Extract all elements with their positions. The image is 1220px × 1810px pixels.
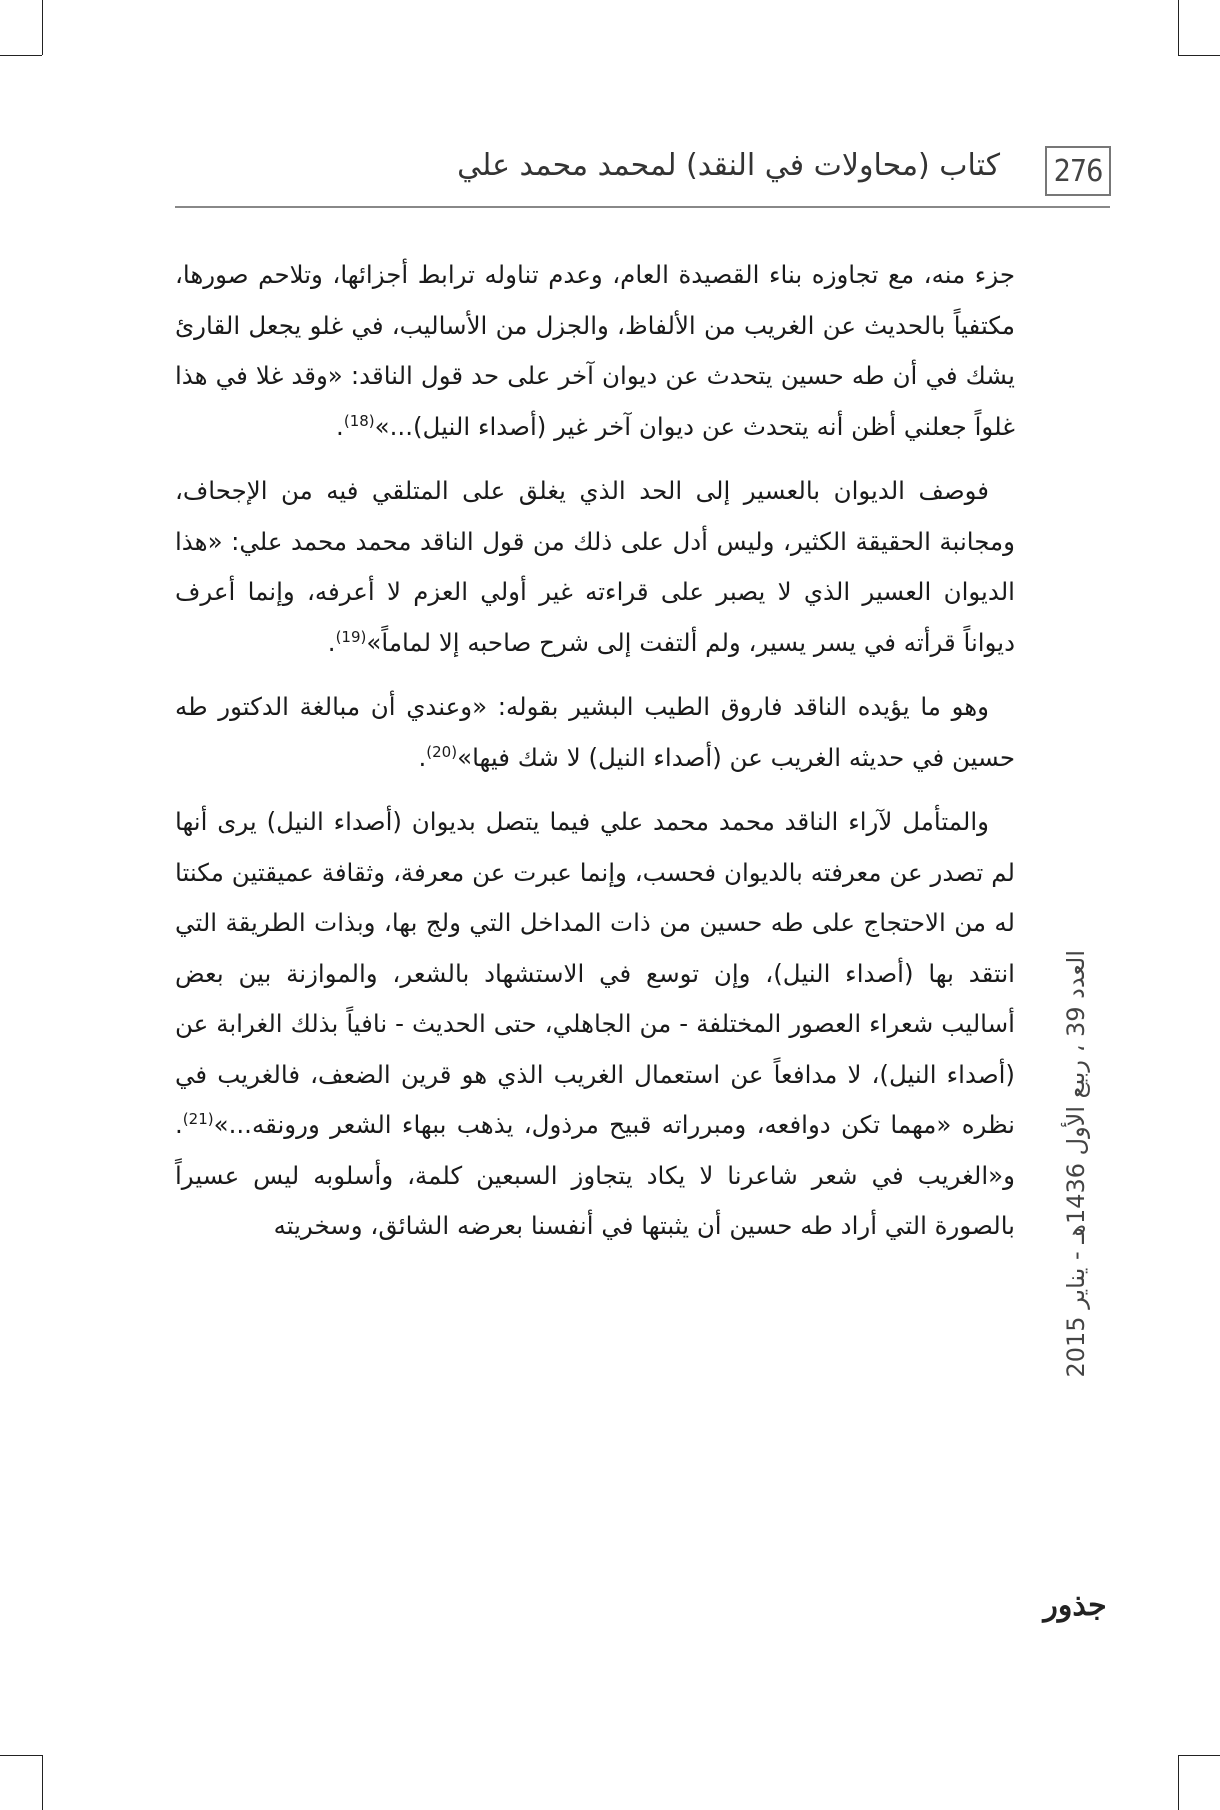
crop-mark — [42, 0, 43, 55]
crop-mark — [1178, 0, 1179, 55]
paragraph-tail: . — [327, 627, 336, 657]
paragraph-tail: . — [336, 411, 344, 441]
paragraph — [175, 466, 1015, 668]
crop-mark — [1178, 55, 1220, 56]
issue-info: العدد 39 ، ربيع الأول 1436هـ - يناير 2015 — [1062, 950, 1090, 1378]
paragraph-text: جزء منه، مع تجاوزه بناء القصيدة العام، وعدم تناوله ترابط أجزائها، وتلاحم صورها، مكتفياً بالحديث عن الغريب من الألفاظ، والجزل من الأساليب، في غلو يجعل القارئ يشك في أن طه حسين يتحدث عن ديوان آخر على حد قول الناقد: «وقد غلا في هذا غلواً جعلني أظن أنه يتحدث عن ديوان آخر غير (أصداء النيل)...» — [175, 260, 1015, 441]
running-title: كتاب (محاولات في النقد) لمحمد محمد علي — [457, 148, 1000, 183]
paragraph-tail: . و«الغريب في شعر شاعرنا لا يكاد يتجاوز السبعين كلمة، وأسلوبه ليس عسيراً بالصورة التي أراد طه حسين أن يثبتها في أنفسنا بعرضه الشائق، وسخريته — [175, 1110, 1015, 1240]
paragraph-tail: . — [418, 742, 427, 772]
footnote-ref: (20) — [426, 742, 458, 761]
footnote-ref: (18) — [343, 411, 375, 430]
footnote-ref: (19) — [335, 627, 367, 646]
crop-mark — [0, 55, 42, 56]
paragraph-text: وهو ما يؤيده الناقد فاروق الطيب البشير بقوله: «وعندي أن مبالغة الدكتور طه حسين في حديثه الغريب عن (أصداء النيل) لا شك فيها» — [175, 692, 1015, 772]
paragraph-text: والمتأمل لآراء الناقد محمد محمد علي فيما يتصل بديوان (أصداء النيل) يرى أنها لم تصدر عن معرفته بالديوان فحسب، وإنما عبرت عن معرفة، وثقافة عميقتين مكنتا له من الاحتجاج على طه حسين من ذات المداخل التي ولج بها، وبذات الطريقة التي انتقد بها (أصداء النيل)، وإن توسع في الاستشهاد بالشعر، والموازنة بين بعض أساليب شعراء العصور المختلفة - من الجاهلي، حتى الحديث - نافياً بذلك الغرابة عن (أصداء النيل)، لا مدافعاً عن استعمال الغريب الذي هو قرين الضعف، فالغريب في نظره «مهما تكن دوافعه، ومبرراته قبيح مرذول، يذهب ببهاء الشعر ورونقه...» — [175, 807, 1015, 1139]
article-body — [175, 250, 1015, 1266]
paragraph — [175, 797, 1015, 1252]
header-rule — [175, 206, 1110, 208]
paragraph — [175, 250, 1015, 452]
crop-mark — [1178, 1755, 1179, 1810]
page-number: 276 — [1045, 146, 1111, 196]
crop-mark — [0, 1755, 42, 1756]
journal-logo: جذور — [1043, 1588, 1107, 1623]
crop-mark — [42, 1755, 43, 1810]
footnote-ref: (21) — [182, 1109, 214, 1128]
crop-mark — [1178, 1755, 1220, 1756]
paragraph — [175, 682, 1015, 783]
paragraph-text: فوصف الديوان بالعسير إلى الحد الذي يغلق على المتلقي فيه من الإجحاف، ومجانبة الحقيقة الكثير، وليس أدل على ذلك من قول الناقد محمد محمد علي: «هذا الديوان العسير الذي لا يصبر على قراءته غير أولي العزم لا أعرفه، وإنما أعرف ديواناً قرأته في يسر يسير، ولم ألتفت إلى شرح صاحبه إلا لماماً» — [175, 476, 1015, 657]
